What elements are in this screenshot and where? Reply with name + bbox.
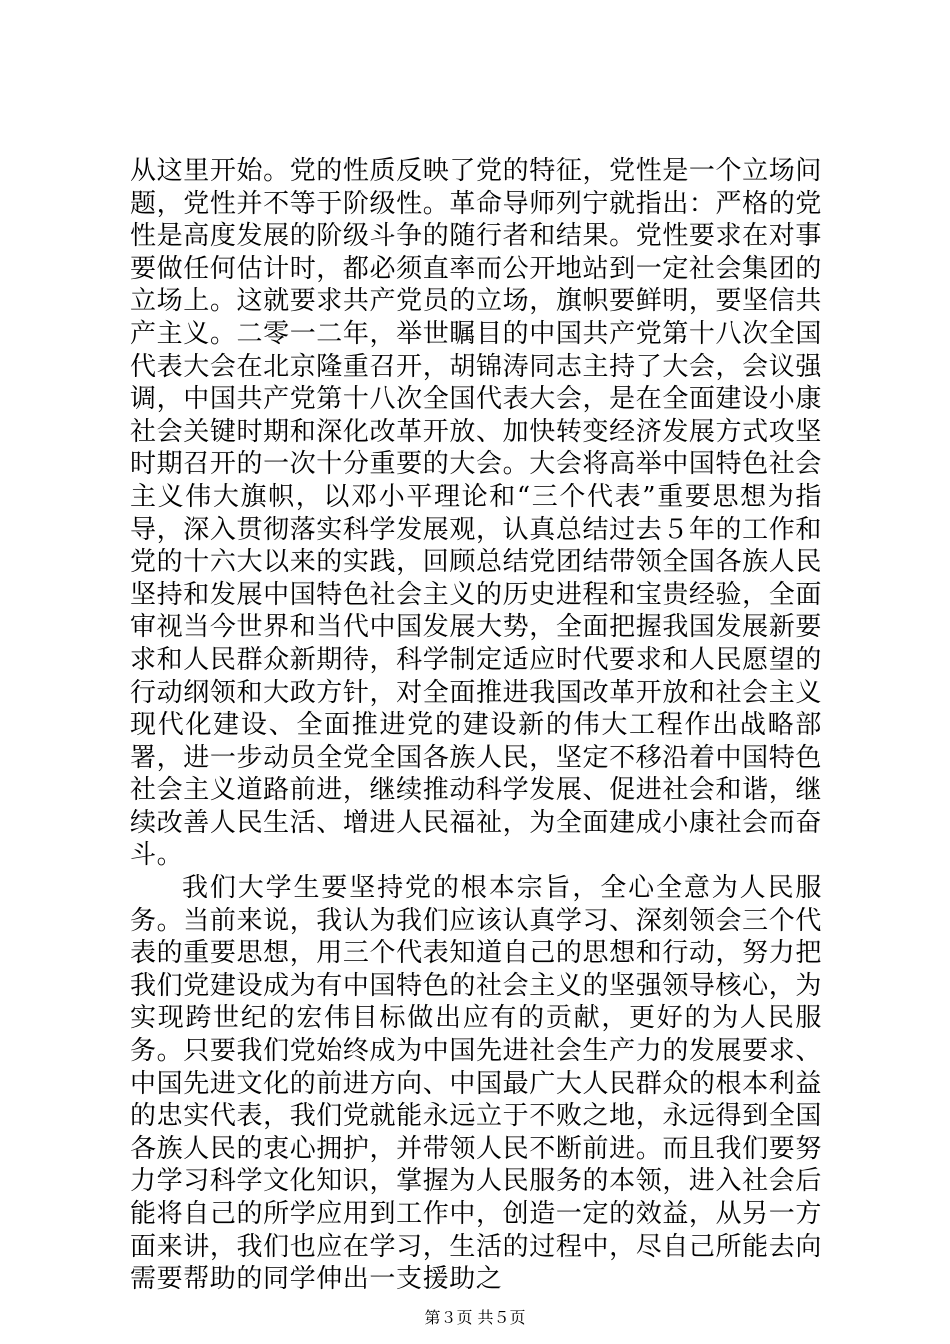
document-body (130, 155, 822, 1296)
paragraph-students-serve-people: 我们大学生要坚持党的根本宗旨，全心全意为人民服务。当前来说，我认为我们应该认真学习、深刻领会三个代表的重要思想，用三个代表知道自己的思想和行动，努力把我们党建设成为有中国特色的社会主义的坚强领导核心，为实现跨世纪的宏伟目标做出应有的贡献，更好的为人民服务。只要我们党始终成为中国先进社会生产力的发展要求、中国先进文化的前进方向、中国最广大人民群众的根本利益的忠实代表，我们党就能永远立于不败之地，永远得到全国各族人民的衷心拥护，并带领人民不断前进。而且我们要努力学习科学文化知识，掌握为人民服务的本领，进入社会后能将自己的所学应用到工作中，创造一定的效益，从另一方面来讲，我们也应在学习，生活的过程中，尽自己所能去向需要帮助的同学伸出一支援助之 (130, 873, 822, 1295)
page-number-footer: 第３页 共５页 (424, 1308, 526, 1327)
paragraph-continued: 从这里开始。党的性质反映了党的特征，党性是一个立场问题，党性并不等于阶级性。革命导师列宁就指出：严格的党性是高度发展的阶级斗争的随行者和结果。党性要求在对事要做任何估计时，都必须直率而公开地站到一定社会集团的立场上。这就要求共产党员的立场，旗帜要鲜明，要坚信共产主义。二零一二年，举世瞩目的中国共产党第十八次全国代表大会在北京隆重召开，胡锦涛同志主持了大会，会议强调，中国共产党第十八次全国代表大会，是在全面建设小康社会关键时期和深化改革开放、加快转变经济发展方式攻坚时期召开的一次十分重要的大会。大会将高举中国特色社会主义伟大旗帜，以邓小平理论和“三个代表”重要思想为指导，深入贯彻落实科学发展观，认真总结过去５年的工作和党的十六大以来的实践，回顾总结党团结带领全国各族人民坚持和发展中国特色社会主义的历史进程和宝贵经验，全面审视当今世界和当代中国发展大势，全面把握我国发展新要求和人民群众新期待，科学制定适应时代要求和人民愿望的行动纲领和大政方针，对全面推进我国改革开放和社会主义现代化建设、全面推进党的建设新的伟大工程作出战略部署，进一步动员全党全国各族人民，坚定不移沿着中国特色社会主义道路前进，继续推动科学发展、促进社会和谐，继续改善人民生活、增进人民福祉，为全面建成小康社会而奋斗。 (130, 156, 822, 871)
